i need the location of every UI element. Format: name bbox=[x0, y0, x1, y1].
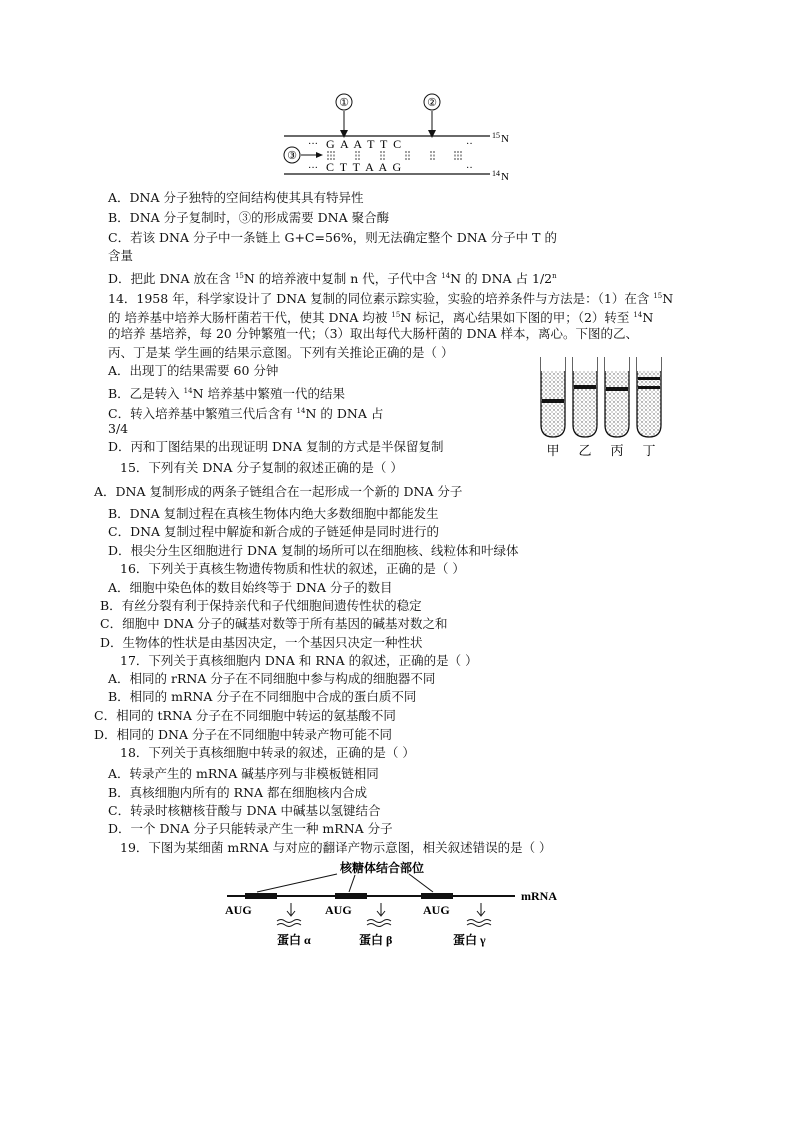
tube-label-jia: 甲 bbox=[546, 443, 560, 458]
tube-yi bbox=[573, 357, 597, 437]
q15-option-b: B．DNA 复制过程在真核生物体内绝大多数细胞中都能发生 bbox=[108, 506, 439, 521]
marker-2: ② bbox=[427, 97, 437, 109]
q15-option-d: D．根尖分生区细胞进行 DNA 复制的场所可以在细胞核、线粒体和叶绿体 bbox=[108, 543, 519, 558]
label-15: 15 bbox=[492, 131, 500, 140]
top-strand: G A A T T C bbox=[326, 137, 402, 151]
codon-aug-2: AUG bbox=[325, 903, 352, 917]
q14-stem-line3: 的培养 基培养，每 20 分钟繁殖一代；（3）取出每代大肠杆菌的 DNA 样本，离心。下图的乙、 bbox=[108, 326, 638, 341]
mrna-label: mRNA bbox=[521, 889, 557, 903]
q18-stem: 18．下列关于真核细胞中转录的叙述，正确的是（ ） bbox=[120, 745, 415, 760]
q17-option-b: B．相同的 mRNA 分子在不同细胞中合成的蛋白质不同 bbox=[108, 689, 417, 704]
codon-aug-3: AUG bbox=[423, 903, 450, 917]
q14-option-d: D．丙和丁图结果的出现证明 DNA 复制的方式是半保留复制 bbox=[108, 439, 444, 454]
mrna-translation-figure bbox=[225, 858, 575, 950]
q17-option-d: D．相同的 DNA 分子在不同细胞中转录产物可能不同 bbox=[94, 727, 392, 742]
marker-1: ① bbox=[339, 97, 349, 109]
q15-option-a: A．DNA 复制形成的两条子链组合在一起形成一个新的 DNA 分子 bbox=[94, 484, 463, 499]
protein-alpha-label: 蛋白 α bbox=[277, 933, 311, 947]
q14-stem-line4: 丙、丁是某 学生画的结果示意图。下列有关推论正确的是（ ） bbox=[108, 345, 454, 360]
ribosome-binding-site-label: 核糖体结合部位 bbox=[340, 861, 425, 875]
q14-option-c: C．转入培养基中繁殖三代后含有 $^{14}$N 的 DNA 占 bbox=[108, 406, 384, 421]
q13-option-c: C．若该 DNA 分子中一条链上 G+C=56%，则无法确定整个 DNA 分子中 T 的 bbox=[108, 230, 557, 245]
q14-stem-line1: 14．1958 年，科学家设计了 DNA 复制的同位素示踪实验，实验的培养条件与方法是：（1）在含 $^{15}$N bbox=[108, 291, 674, 306]
tube-bing bbox=[605, 357, 629, 437]
q13-option-c-cont: 含量 bbox=[108, 248, 134, 263]
codon-aug-1: AUG bbox=[225, 903, 252, 917]
label-14: 14 bbox=[492, 169, 500, 178]
tube-ding bbox=[637, 357, 661, 437]
dna-strand-figure bbox=[280, 92, 520, 184]
q18-option-c: C．转录时核糖核苷酸与 DNA 中碱基以氢键结合 bbox=[108, 803, 381, 818]
svg-text:··: ·· bbox=[466, 139, 473, 150]
q16-stem: 16．下列关于真核生物遗传物质和性状的叙述，正确的是（ ） bbox=[120, 561, 465, 576]
marker-3: ③ bbox=[287, 150, 297, 162]
q17-option-c: C．相同的 tRNA 分子在不同细胞中转运的氨基酸不同 bbox=[94, 708, 396, 723]
q18-option-b: B．真核细胞内所有的 RNA 都在细胞核内合成 bbox=[108, 785, 368, 800]
svg-text:···: ··· bbox=[308, 163, 318, 174]
centrifuge-tubes-figure bbox=[533, 353, 683, 459]
q14-option-b: B．乙是转入 $^{14}$N 培养基中繁殖一代的结果 bbox=[108, 386, 346, 401]
bottom-strand: C T T A A G bbox=[326, 160, 402, 174]
q18-option-a: A．转录产生的 mRNA 碱基序列与非模板链相同 bbox=[108, 766, 379, 781]
q14-option-a: A．出现丁的结果需要 60 分钟 bbox=[108, 363, 279, 378]
q16-option-b: B．有丝分裂有利于保持亲代和子代细胞间遗传性状的稳定 bbox=[100, 598, 422, 613]
protein-gamma-label: 蛋白 γ bbox=[453, 933, 486, 947]
q13-option-a: A．DNA 分子独特的空间结构使其具有特异性 bbox=[108, 190, 364, 205]
svg-text:···: ··· bbox=[308, 139, 318, 150]
q17-stem: 17．下列关于真核细胞内 DNA 和 RNA 的叙述，正确的是（ ） bbox=[120, 653, 478, 668]
svg-text:··: ·· bbox=[466, 163, 473, 174]
tube-label-yi: 乙 bbox=[578, 443, 592, 458]
q16-option-d: D．生物体的性状是由基因决定，一个基因只决定一种性状 bbox=[100, 635, 423, 650]
q13-option-b: B．DNA 分子复制时，③的形成需要 DNA 聚合酶 bbox=[108, 210, 390, 225]
q16-option-a: A．细胞中染色体的数目始终等于 DNA 分子的数目 bbox=[108, 580, 393, 595]
q18-option-d: D．一个 DNA 分子只能转录产生一种 mRNA 分子 bbox=[108, 821, 393, 836]
q15-option-c: C．DNA 复制过程中解旋和新合成的子链延伸是同时进行的 bbox=[108, 524, 440, 539]
q13-option-d: D．把此 DNA 放在含 $^{15}$N 的培养液中复制 n 代，子代中含 $^{14}$N 的 DNA 占 1/2$^n$ bbox=[108, 271, 557, 286]
tube-label-ding: 丁 bbox=[642, 443, 656, 458]
q14-option-c-cont: 3/4 bbox=[108, 421, 129, 436]
protein-beta-label: 蛋白 β bbox=[359, 933, 393, 947]
q14-stem-line2: 的 培养基中培养大肠杆菌若干代，使其 DNA 均被 $^{15}$N 标记，离心结果如下图的甲；（2）转至 $^{14}$N bbox=[108, 310, 654, 325]
q19-stem: 19．下图为某细菌 mRNA 与对应的翻译产物示意图，相关叙述错误的是（ ） bbox=[120, 840, 552, 855]
q16-option-c: C．细胞中 DNA 分子的碱基对数等于所有基因的碱基对数之和 bbox=[100, 616, 448, 631]
label-n-bottom: N bbox=[501, 171, 509, 183]
q15-stem: 15．下列有关 DNA 分子复制的叙述正确的是（ ） bbox=[120, 460, 403, 475]
tube-label-bing: 丙 bbox=[610, 443, 624, 458]
label-n-top: N bbox=[501, 133, 509, 145]
tube-jia bbox=[541, 357, 565, 437]
q17-option-a: A．相同的 rRNA 分子在不同细胞中参与构成的细胞器不同 bbox=[108, 671, 436, 686]
